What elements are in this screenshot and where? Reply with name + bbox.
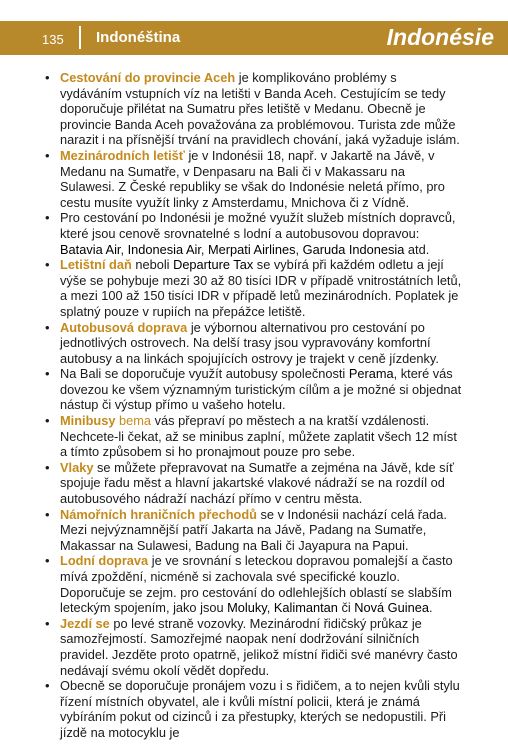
item-text: bema [119, 413, 152, 429]
proper-name: Perama [348, 366, 394, 382]
list-item [0, 413, 508, 460]
list-item [0, 678, 508, 740]
proper-name: Garuda Indonesia [302, 241, 405, 257]
proper-name: Moluky [227, 600, 267, 616]
list-item [0, 257, 508, 319]
highlighted-term: Vlaky [60, 459, 94, 475]
item-text: se v Indonésii nachází celá řada. Mezi nejvýznamnější patří Jakarta na Jávě, Padang na Sumatře, Makassar na Sulawesi, Badung na Bali či Jayapura na Papui. [60, 506, 447, 553]
item-text: , [120, 241, 128, 257]
bullet-list [0, 70, 508, 741]
item-text: atd. [404, 241, 430, 257]
item-text: je komplikováno problémy s vydáváním vstupních víz na letišti v Banda Aceh. Cestujícím se tedy doporučuje přilétat na Sumatru přes letiště v Medanu. Obecně je provincie Banda Aceh považována za problémovou. Turista zde může narazit i na přísnější trvání na pravidlech chování, jaká vyžaduje islám. [60, 70, 460, 148]
list-item [0, 553, 508, 615]
page-header [0, 21, 508, 55]
item-text: je výbornou alternativou pro cestování po jednotlivých ostrovech. Na delší trasy jsou vypravovány komfortní autobusy a na linkách spojujících ostrovy je trajekt v ceně jízdenky. [60, 319, 439, 366]
proper-name: Departure Tax [173, 257, 254, 273]
item-text: se vybírá při každém odletu a její výše se pohybuje mezi 30 až 80 tisíci IDR v případě vnitrostátních letů, a mezi 100 až 150 tisíci IDR v případě letů mezinárodních. Poplatek je splatný pouze v rupiích na přepážce letiště. [60, 257, 462, 319]
item-text: Na Bali se doporučuje využít autobusy společnosti [60, 366, 349, 382]
page-number: 135 [42, 32, 64, 47]
list-item [0, 210, 508, 257]
highlighted-term: Námořních hraničních přechodů [60, 506, 257, 522]
list-item [0, 460, 508, 507]
header-separator [79, 26, 81, 49]
list-item [0, 616, 508, 678]
highlighted-term: Cestování do provincie Aceh [60, 70, 236, 85]
item-text: neboli [131, 257, 174, 273]
list-item [0, 70, 508, 148]
item-text: , které vás dovezou ke všem významným turistickým cílům a je možné si objednat nástup či výstup přímo u vašeho hotelu. [60, 366, 462, 413]
list-item [0, 366, 508, 413]
proper-name: Indonesia Air [127, 241, 201, 257]
item-text: Pro cestování po Indonésii je možné využít služeb místních dopravců, které jsou cenově srovnatelné s lodní a autobusovou dopravou: [60, 210, 456, 241]
item-text: po levé straně vozovky. Mezinárodní řidičský průkaz je samozřejmostí. Samozřejmé naopak není dodržování silničních pravidel. Jezděte proto opatrně, jelikož místní řidiči své manévry často nedávají svému okolí vědět dopředu. [60, 615, 458, 678]
highlighted-term: Jezdí se [60, 615, 110, 631]
proper-name: Merpati Airlines [208, 241, 296, 257]
proper-name: Batavia Air [60, 241, 121, 257]
proper-name: Nová Guinea [354, 600, 429, 616]
item-text: , [200, 241, 209, 257]
highlighted-term: Letištní daň [60, 257, 132, 273]
page-content [0, 70, 508, 741]
item-text: , [266, 600, 274, 616]
highlighted-term: Minibusy [60, 413, 116, 429]
item-text: vás přepraví po městech a na kratší vzdálenosti. Nechcete-li čekat, až se minibus zaplní, můžete zaplatit všech 12 míst a tímto způsobem si ho pronajmout pouze pro sebe. [60, 413, 457, 460]
list-item [0, 148, 508, 210]
item-text: je ve srovnání s leteckou dopravou pomalejší a často mívá zpoždění, nicméně si zachovala své specifické kouzlo. Doporučuje se zejm. pro cestování do odlehlejších oblastí se slabším leteckým spojením, jako jsou [60, 553, 453, 616]
item-text: , [295, 241, 303, 257]
item-text: se můžete přepravovat na Sumatře a zejména na Jávě, kde síť spojuje řadu měst a hlavní jakartské vlakové nádraží se na rozdíl od autobusového nádraží nachází přímo v centru města. [60, 459, 454, 507]
list-item [0, 320, 508, 367]
highlighted-term: Mezinárodních letišť [60, 147, 185, 163]
item-text: je v Indonésii 18, např. v Jakartě na Jávě, v Medanu na Sumatře, v Denpasaru na Bali či v Makassaru na Sulawesi. Z České republiky se však do Indonésie neletá přímo, pro cestu musíte využít linky z Amsterdamu, Mnichova či z Vídně. [60, 147, 445, 210]
proper-name: Kalimantan [273, 600, 338, 616]
item-text: či [337, 600, 355, 616]
section-title: Indonésie [386, 24, 494, 50]
item-text: . [428, 600, 433, 616]
item-text: Obecně se doporučuje pronájem vozu i s řidičem, a to nejen kvůli stylu řízení místních obyvatel, ale i kvůli místní policii, která je známá vybíráním pokut od cizinců i za přestupky, kterých se nedopustili. Při jízdě na motocyklu je [60, 678, 460, 740]
list-item [0, 507, 508, 554]
highlighted-term: Autobusová doprava [60, 319, 188, 335]
chapter-title: Indonéština [96, 29, 181, 46]
highlighted-term: Lodní doprava [60, 553, 149, 569]
